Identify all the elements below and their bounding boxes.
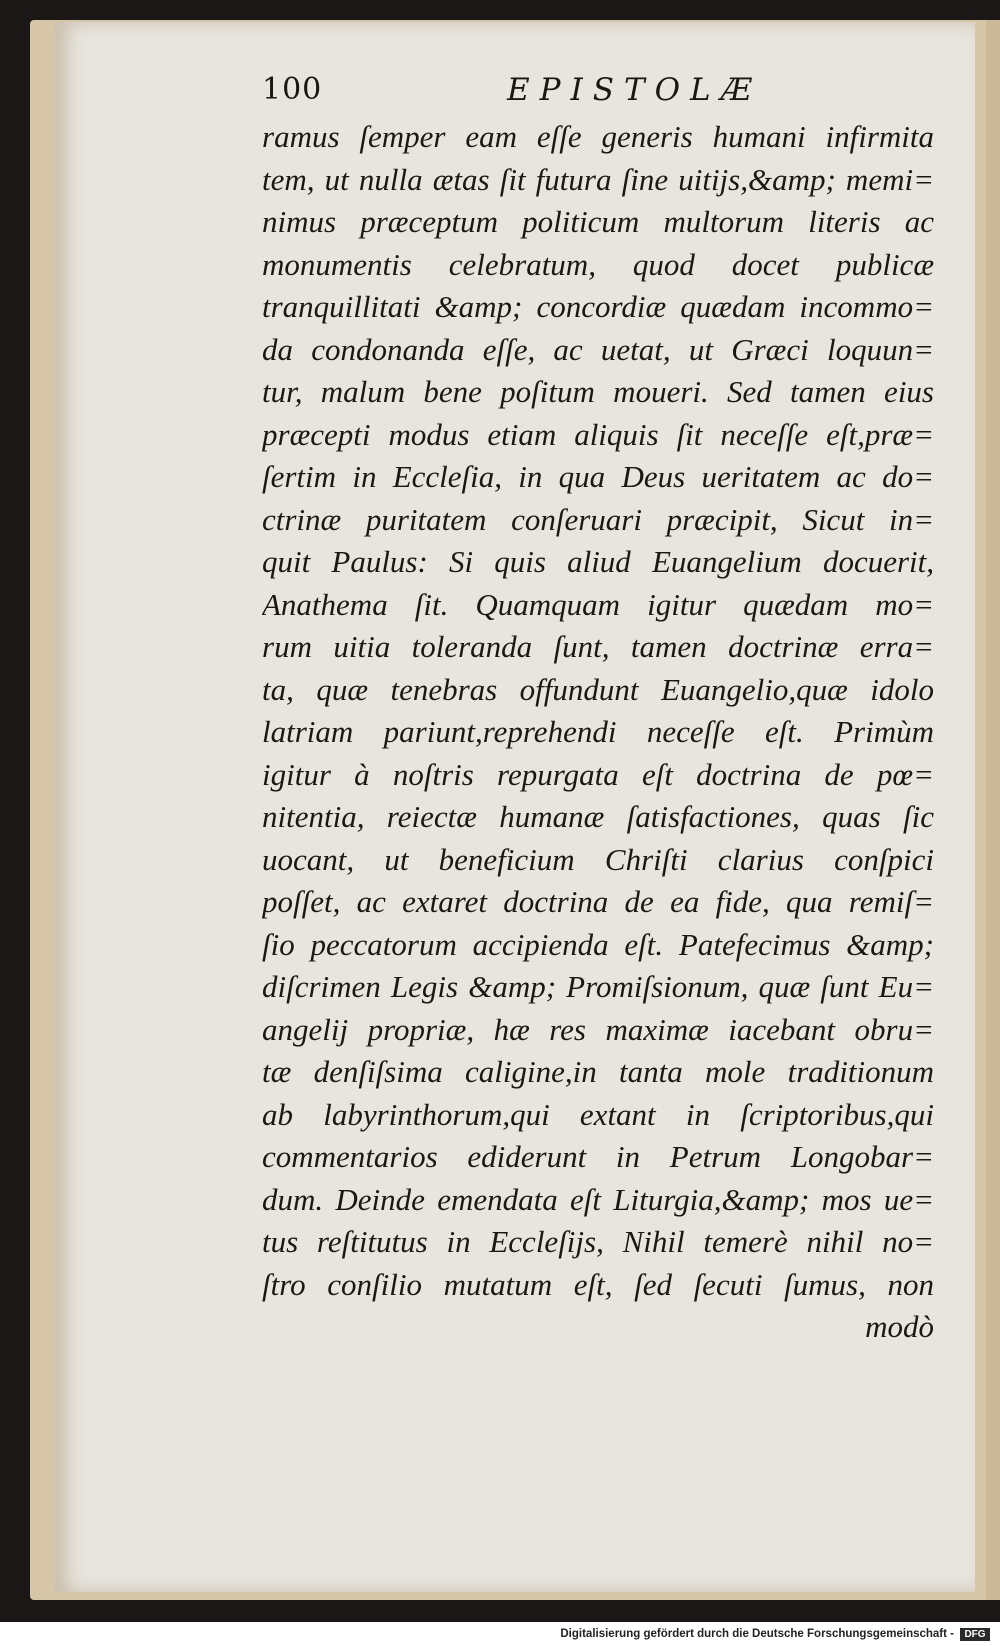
text-line: latriam pariunt,reprehendi neceſſe eſt. Primùm — [262, 714, 934, 749]
text-line: ſio peccatorum accipienda eſt. Patefecimus &amp; — [262, 926, 934, 962]
page-edge-right — [986, 20, 1000, 1600]
text-line: ab labyrinthorum,qui extant in ſcriptoribus,qui — [262, 1096, 934, 1132]
text-line: nitentia, reiectæ humanæ ſatisfactiones, quas ſic — [262, 799, 934, 834]
text-line: tur, malum bene poſitum moueri. Sed tamen eius — [262, 374, 934, 409]
text-block — [262, 116, 934, 1349]
text-line: uocant, ut beneficium Chriſti clarius conſpici — [262, 841, 934, 877]
text-line: ſertim in Eccleſia, in qua Deus ueritatem ac do= — [262, 459, 934, 494]
text-line: quit Paulus: Si quis aliud Euangelium docuerit, — [262, 544, 934, 579]
text-line: præcepti modus etiam aliquis ſit neceſſe eſt,præ= — [262, 416, 934, 452]
text-line: monumentis celebratum, quod docet publicæ — [262, 246, 934, 282]
text-line: angelij propriæ, hæ res maximæ iacebant obru= — [262, 1011, 934, 1047]
text-line: tem, ut nulla ætas ſit futura ſine uitijs,&amp; memi= — [262, 161, 934, 197]
dfg-logo: DFG — [960, 1628, 990, 1641]
text-line: ta, quæ tenebras offundunt Euangelio,quæ idolo — [262, 671, 934, 707]
text-line: poſſet, ac extaret doctrina de ea fide, qua remiſ= — [262, 884, 934, 919]
text-line: diſcrimen Legis &amp; Promiſsionum, quæ ſunt Eu= — [262, 969, 934, 1004]
text-line: ctrinæ puritatem conſeruari præcipit, Sicut in= — [262, 501, 934, 537]
text-line: igitur à noſtris repurgata eſt doctrina de pœ= — [262, 756, 934, 792]
text-line: tranquillitati &amp; concordiæ quædam incommo= — [262, 289, 934, 324]
text-line: ramus ſemper eam eſſe generis humani infirmita — [262, 119, 934, 154]
text-line: nimus præceptum politicum multorum literis ac — [262, 204, 934, 239]
funding-credit: Digitalisierung gefördert durch die Deutsche Forschungsgemeinschaft - — [560, 1628, 954, 1640]
text-line: ſtro conſilio mutatum eſt, ſed ſecuti ſumus, non — [262, 1266, 934, 1302]
catchword: modò — [865, 1309, 934, 1344]
text-line: da condonanda eſſe, ac uetat, ut Græci loquun= — [262, 331, 934, 367]
text-line: dum. Deinde emendata eſt Liturgia,&amp; mos ue= — [262, 1181, 934, 1217]
text-line: tus reſtitutus in Eccleſijs, Nihil temerè nihil no= — [262, 1224, 934, 1259]
page-header — [262, 72, 962, 116]
text-line: rum uitia toleranda ſunt, tamen doctrinæ erra= — [262, 629, 934, 664]
running-head: EPISTOLÆ — [507, 72, 762, 108]
page-number: 100 — [262, 72, 323, 107]
text-line: tæ denſiſsima caligine,in tanta mole traditionum — [262, 1054, 934, 1089]
digitization-footer — [0, 1626, 1000, 1646]
text-line: commentarios ediderunt in Petrum Longobar= — [262, 1139, 934, 1174]
text-line: Anathema ſit. Quamquam igitur quædam mo= — [262, 586, 934, 622]
